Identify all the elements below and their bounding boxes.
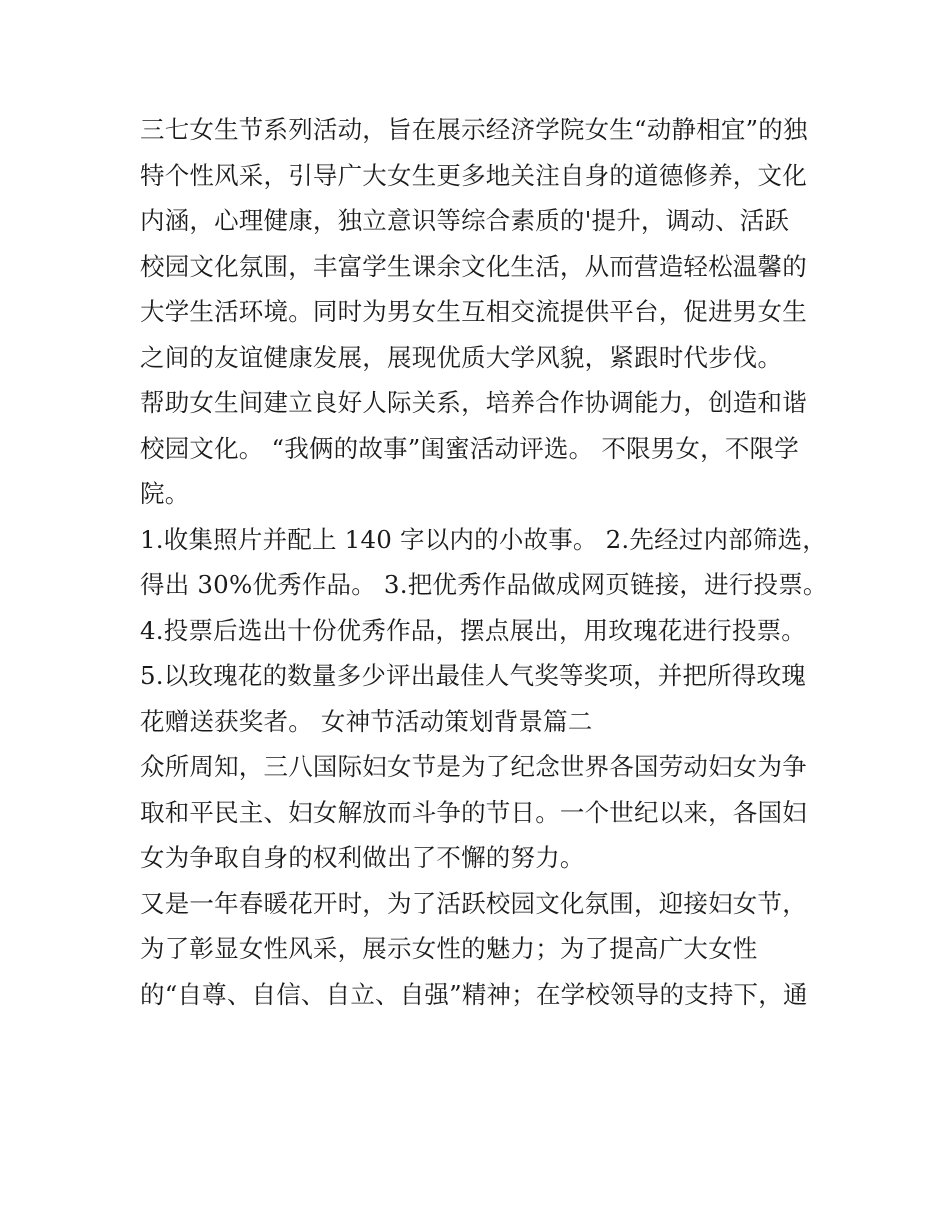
text-line: 三七女生节系列活动，旨在展示经济学院女生“动静相宜”的独 (140, 115, 808, 144)
text-line: 得出 30%优秀作品。 3.把优秀作品做成网页链接，进行投票。 (140, 570, 828, 599)
text-line: 4.投票后选出十份优秀作品，摆点展出，用玫瑰花进行投票。 (140, 615, 806, 645)
text-line: 内涵，心理健康，独立意识等综合素质的'提升，调动、活跃 (140, 206, 790, 235)
text-line: 帮助女生间建立良好人际关系，培养合作协调能力，创造和谐 (140, 388, 807, 417)
text-line: 大学生活环境。同时为男女生互相交流提供平台，促进男女生 (140, 297, 807, 326)
text-line: 校园文化。 “我俩的故事”闺蜜活动评选。 不限男女，不限学 (140, 433, 799, 463)
text-line: 女为争取自身的权利做出了不懈的努力。 (140, 843, 585, 872)
text-line: 之间的友谊健康发展，展现优质大学风貌，紧跟时代步伐。 (140, 342, 783, 372)
text-line: 取和平民主、妇女解放而斗争的节日。一个世纪以来，各国妇 (140, 797, 807, 827)
text-line: 花赠送获奖者。 女神节活动策划背景篇二 (140, 706, 593, 736)
text-line: 为了彰显女性风采，展示女性的魅力；为了提高广大女性 (140, 934, 758, 963)
text-line: 院。 (140, 479, 190, 508)
text-line: 特个性风采，引导广大女生更多地关注自身的道德修养，文化 (140, 160, 807, 190)
text-line: 校园文化氛围，丰富学生课余文化生活，从而营造轻松温馨的 (140, 251, 807, 281)
text-line: 众所周知，三八国际妇女节是为了纪念世界各国劳动妇女为争 (140, 752, 807, 781)
document-body (140, 107, 830, 1017)
text-line: 的“自尊、自信、自立、自强”精神；在学校领导的支持下，通 (140, 979, 808, 1009)
text-line: 又是一年春暖花开时，为了活跃校园文化氛围，迎接妇女节， (140, 888, 807, 918)
text-line: 1.收集照片并配上 140 字以内的小故事。 2.先经过内部筛选， (140, 524, 827, 554)
text-line: 5.以玫瑰花的数量多少评出最佳人气奖等奖项，并把所得玫瑰 (140, 661, 806, 690)
